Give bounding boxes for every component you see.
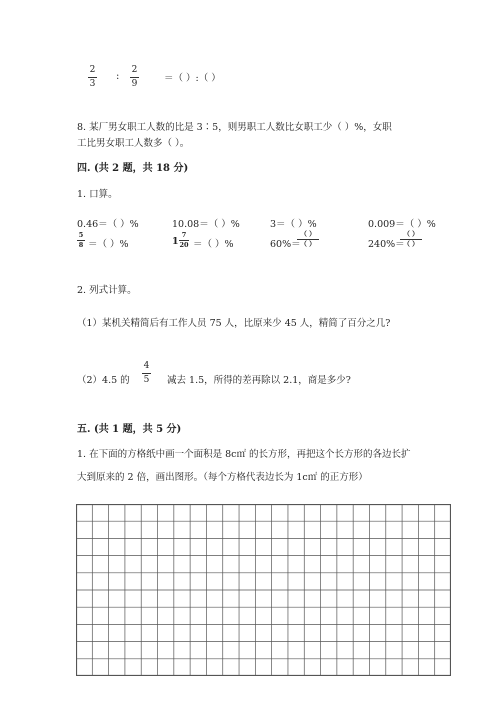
question-8-line2: 工比男女职工人数多（ ）。 [77, 138, 190, 149]
drawing-task-line2: 大到原来的 2 倍，画出图形。（每个方格代表边长为 1c㎡ 的正方形） [77, 472, 368, 483]
fraction-bar [142, 373, 151, 374]
oral-calc-6-tail: ＝（ ）% [193, 239, 234, 250]
fraction-bar [88, 77, 97, 78]
written-calc-2-tail: 减去 1.5，所得的差再除以 2.1，商是多少? [167, 375, 351, 386]
oral-calc-3: 3＝（ ）% [270, 219, 317, 230]
section-5-title: 五. (共 1 题，共 5 分) [77, 424, 182, 435]
oral-calc-1: 0.46＝（ ）% [77, 219, 139, 230]
denominator-blank: （ ） [403, 239, 419, 248]
denominator: 8 [78, 240, 84, 249]
numerator: 2 [89, 65, 96, 75]
ratio-answer-blanks: ＝（ ）:（ ） [164, 73, 221, 84]
numerator: 7 [181, 231, 187, 239]
fraction-four-fifths [142, 362, 151, 385]
oral-calc-4: 0.009＝（ ）% [368, 219, 436, 230]
written-calc-2-head: （2）4.5 的 [77, 375, 130, 386]
denominator: 20 [179, 240, 189, 249]
question-8-line1: 8. 某厂男女职工人数的比是 3∶5，则男职工人数比女职工少（ ）%，女职 [77, 122, 392, 133]
numerator: 5 [78, 231, 84, 239]
mixed-number-whole: 1 [172, 236, 179, 247]
numerator-blank: （ ） [403, 230, 419, 238]
fraction-five-eighths [77, 232, 85, 248]
fraction-blank-7 [297, 231, 319, 247]
written-calc-1: （1）某机关精简后有工作人员 75 人，比原来少 45 人，精简了百分之几? [77, 318, 391, 329]
numerator: 2 [131, 65, 138, 75]
denominator: 9 [131, 79, 138, 89]
oral-calc-title: 1. 口算。 [77, 189, 118, 200]
denominator-blank: （ ） [300, 239, 316, 248]
ratio-colon: : [116, 71, 120, 82]
drawing-task-line1: 1. 在下面的方格纸中画一个面积是 8c㎡ 的长方形，再把这个长方形的各边长扩 [77, 449, 411, 460]
oral-calc-2: 10.08＝（ ）% [172, 219, 240, 230]
oral-calc-7-head: 60%＝ [270, 239, 301, 250]
fraction-two-ninths [130, 66, 139, 89]
written-calc-title: 2. 列式计算。 [77, 285, 137, 296]
denominator: 3 [89, 79, 96, 89]
grid-paper[interactable] [76, 504, 451, 676]
denominator: 5 [143, 375, 150, 385]
fraction-blank-8 [400, 231, 422, 247]
oral-calc-5-tail: ＝（ ）% [88, 239, 129, 250]
fraction-seven-twentieths [179, 232, 189, 248]
fraction-bar [130, 77, 139, 78]
numerator-blank: （ ） [300, 230, 316, 238]
section-4-title: 四. (共 2 题，共 18 分) [77, 163, 189, 174]
grid-lines [76, 504, 451, 676]
oral-calc-8-head: 240%＝ [368, 239, 405, 250]
numerator: 4 [143, 361, 150, 371]
fraction-two-thirds [88, 66, 97, 89]
